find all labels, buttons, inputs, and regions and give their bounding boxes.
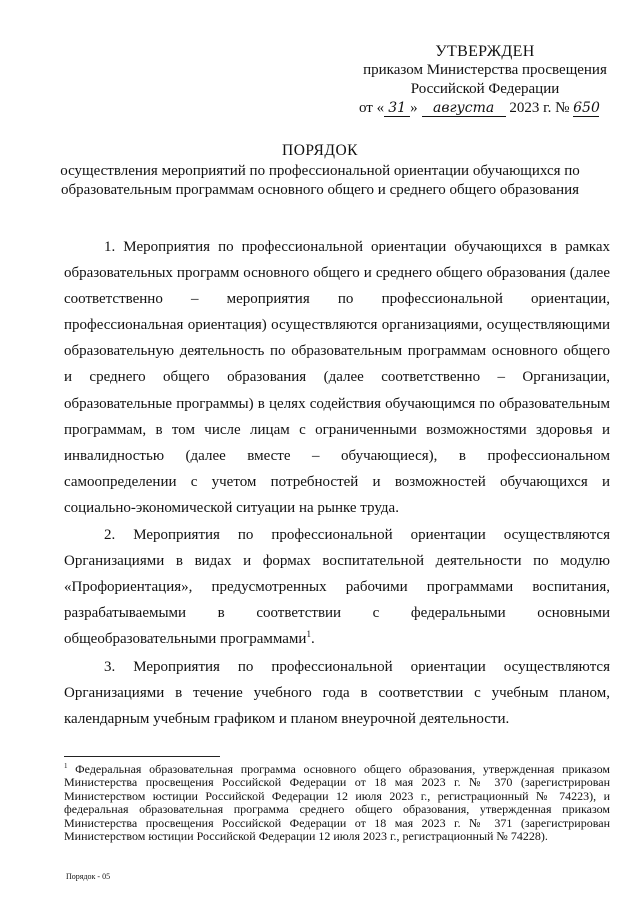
date-prefix: от « xyxy=(359,100,385,116)
handwritten-month: августа xyxy=(422,101,506,117)
footnote-reference[interactable]: 1 xyxy=(306,629,311,640)
approval-title: УТВЕРЖДЕН xyxy=(435,43,535,60)
date-mid: » xyxy=(410,100,418,116)
approval-date-line xyxy=(355,99,615,118)
handwritten-order-number: 650 xyxy=(573,100,600,116)
document-heading: ПОРЯДОК xyxy=(282,142,358,159)
footnote-mark: 1 xyxy=(64,762,68,770)
approval-line-2: Российской Федерации xyxy=(410,81,560,97)
footnote xyxy=(64,763,610,843)
paragraph-3 xyxy=(64,654,610,732)
year-text: 2023 г. № xyxy=(509,100,570,116)
document-title-block xyxy=(60,141,580,200)
page-code: Порядок - 05 xyxy=(66,872,111,881)
approval-stamp xyxy=(355,42,615,118)
paragraph-1 xyxy=(64,234,610,521)
document-subtitle: осуществления мероприятий по профессиональной ориентации обучающихся по образовательным программам основного общего и среднего общего образования xyxy=(60,163,580,198)
paragraph-2 xyxy=(64,522,610,652)
paragraph-2-end: . xyxy=(310,631,315,648)
handwritten-day: 31 xyxy=(384,101,410,117)
paragraph-2-text: 2. Мероприятия по профессиональной ориентации осуществляются Организациями в видах и формах воспитательной деятельности по модулю «Профориентация», предусмотренных рабочими программами воспитания, разрабатываемыми в соответствии с федеральными основными общеобразовательными программами xyxy=(64,527,610,648)
paragraph-3-text: 3. Мероприятия по профессиональной ориентации осуществляются Организациями в течение учебного года в соответствии с учебным планом, календарным учебным графиком и планом внеурочной деятельности. xyxy=(64,658,610,727)
paragraph-1-text: 1. Мероприятия по профессиональной ориентации обучающихся в рамках образовательных программ основного общего и среднего общего образования (далее соответственно – мероприятия по профессиональной ориентации, профессиональная ориентация) осуществляются организациями, осуществляющими образовательную деятельность по образовательным программам основного общего и среднего общего образования (далее соответственно – Организации, образовательные программы) в целях содействия обучающимся по образовательным программам, в том числе лицам с ограниченными возможностями здоровья и инвалидностью (далее вместе – обучающиеся), в профессиональном самоопределении с учетом потребностей и возможностей обучающихся и социально-экономической ситуации на рынке труда. xyxy=(64,239,610,516)
footnote-text: Федеральная образовательная программа основного общего образования, утвержденная приказом Министерства просвещения Российской Федерации от 18 мая 2023 г. № 370 (зарегистрирован Министерством юстиции Российской Федерации 12 июля 2023 г., регистрационный № 74223), и федеральная образовательная программа среднего общего образования, утвержденная приказом Министерства просвещения Российской Федерации от 18 мая 2023 г. № 371 (зарегистрирован Министерством юстиции Российской Федерации 12 июля 2023 г., регистрационный № 74228). xyxy=(64,762,610,844)
footnote-divider xyxy=(64,756,220,757)
document-body xyxy=(64,234,610,733)
approval-line-1: приказом Министерства просвещения xyxy=(363,62,607,78)
